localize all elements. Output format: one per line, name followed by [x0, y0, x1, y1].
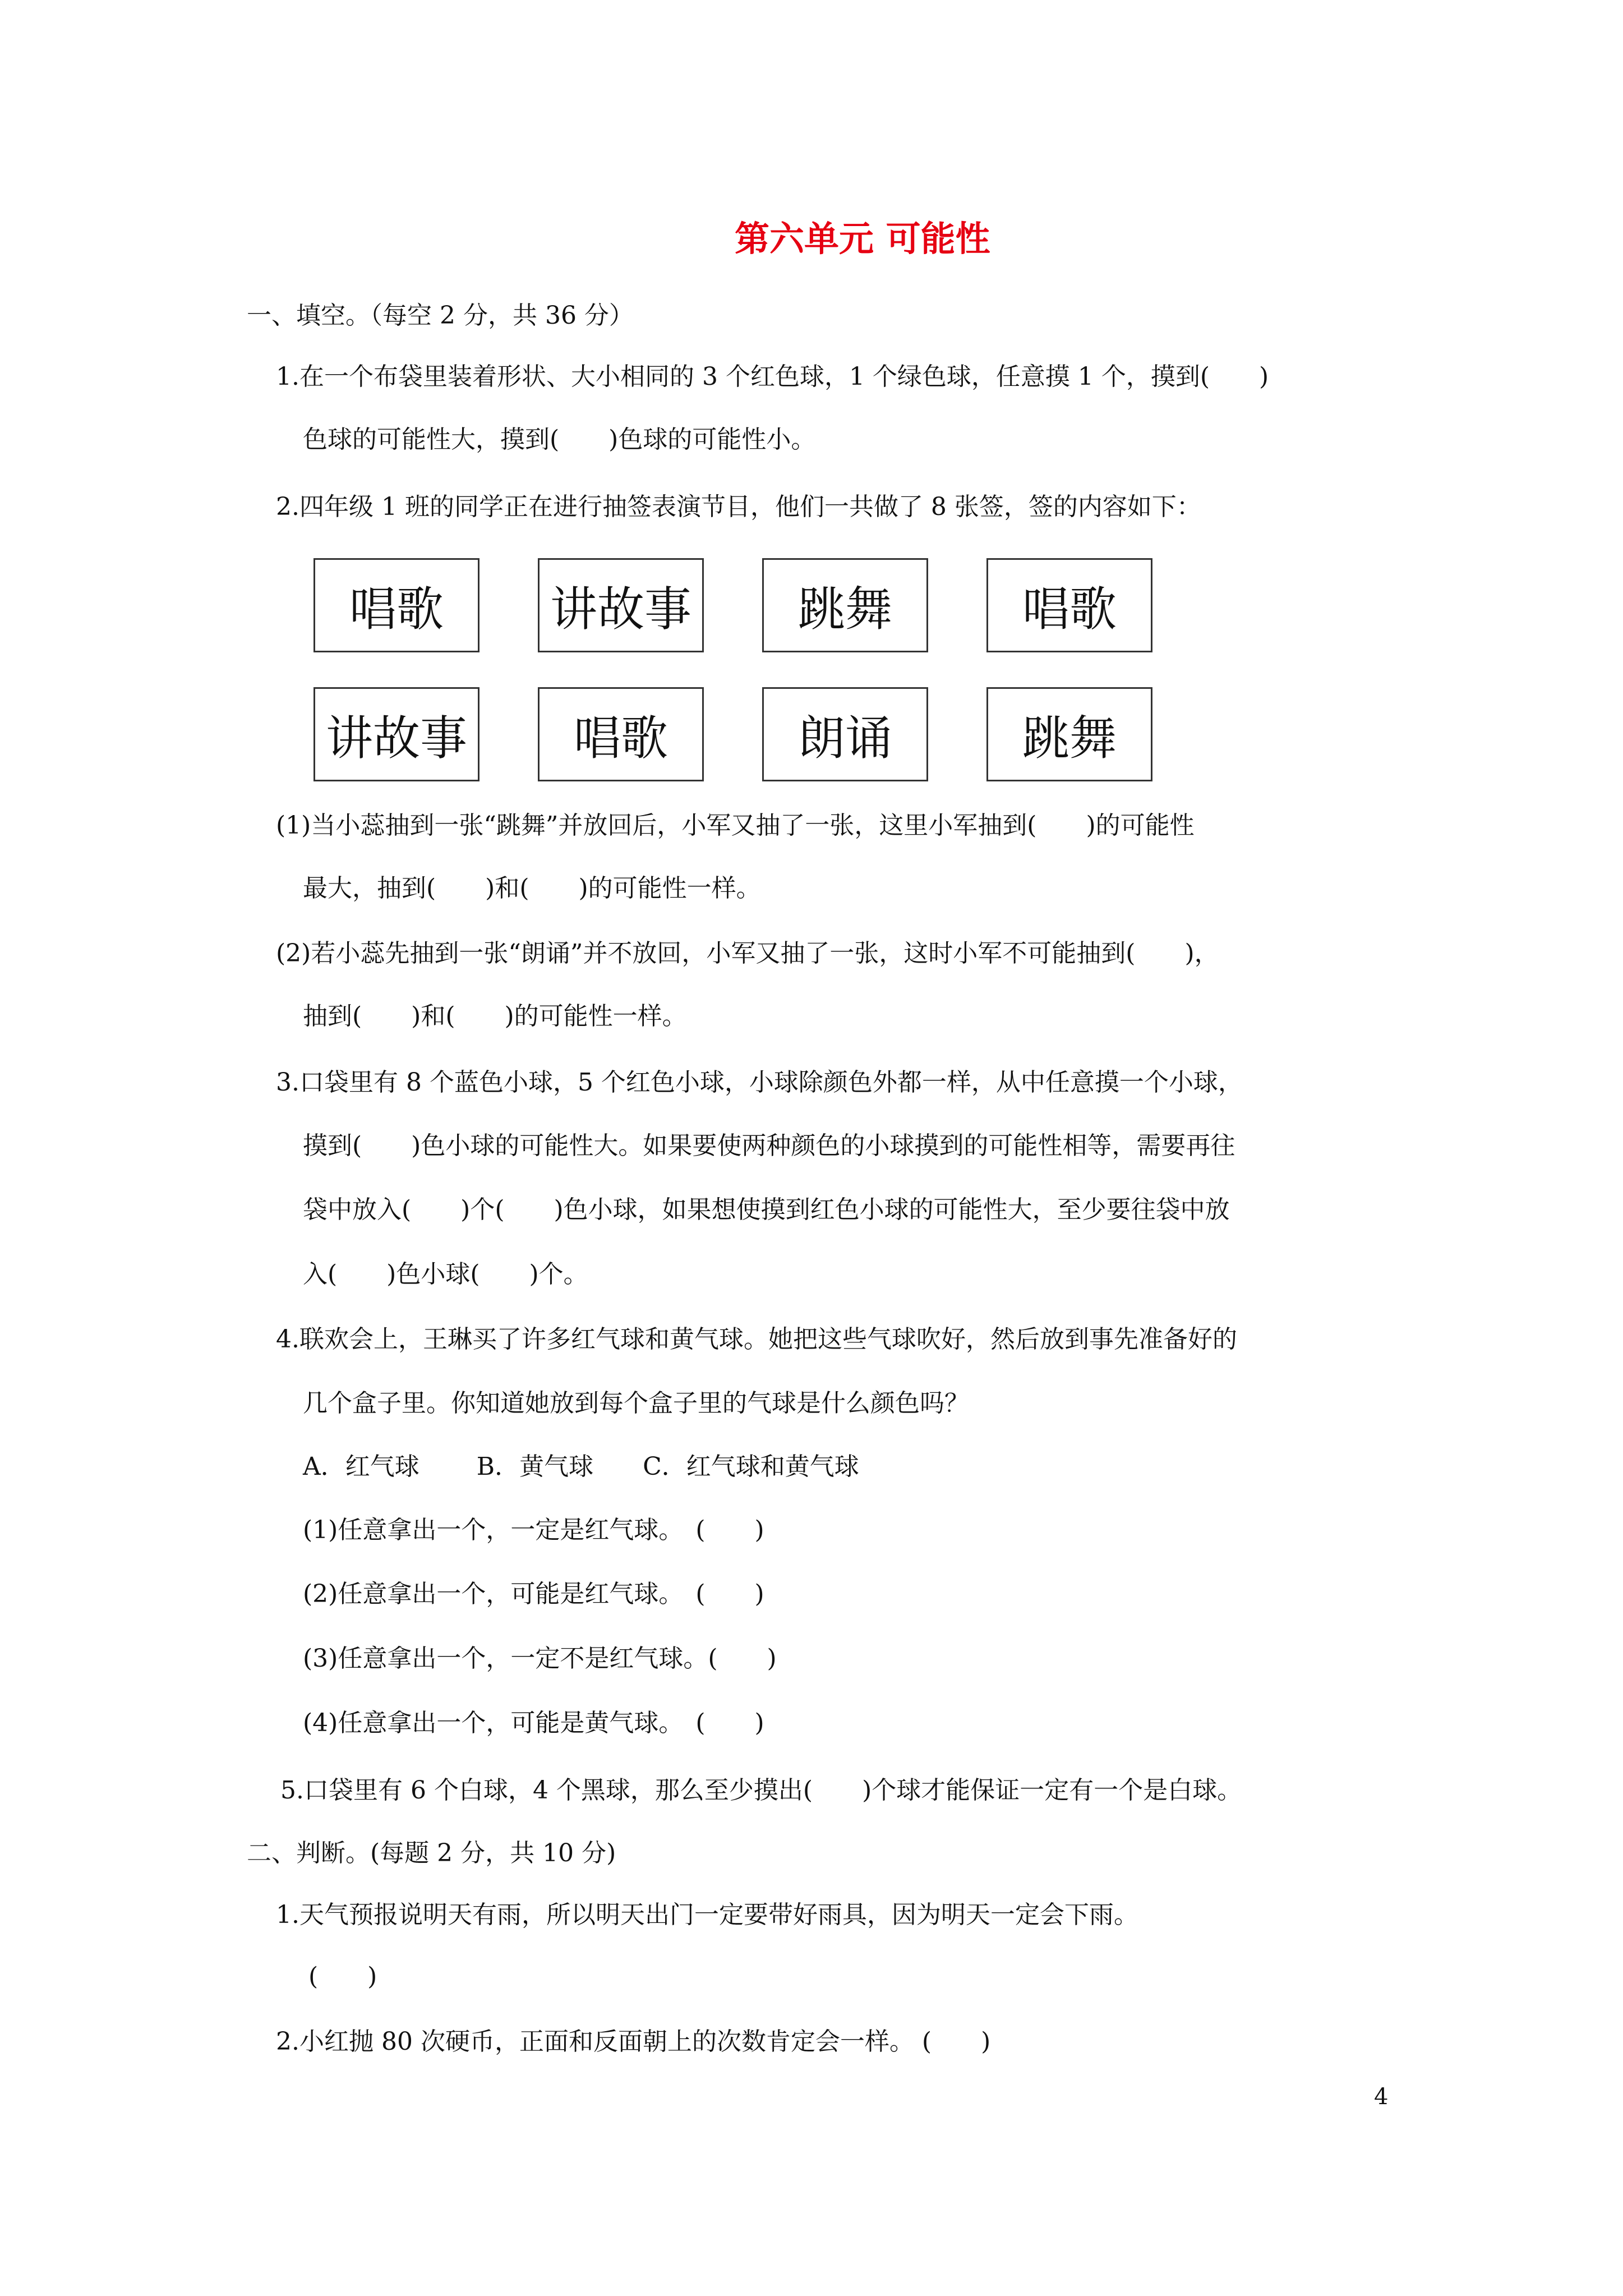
lot-card: 讲故事	[313, 687, 479, 781]
lot-card: 朗诵	[762, 687, 928, 781]
lot-card: 唱歌	[986, 558, 1152, 652]
q3-line-4: 入( )色小球( )个。	[303, 1260, 588, 1289]
q4-line-2: 几个盒子里。你知道她放到每个盒子里的气球是什么颜色吗？	[303, 1389, 969, 1418]
section-2-heading: 二、判断。(每题 2 分，共 10 分)	[247, 1839, 616, 1867]
lot-card: 唱歌	[538, 687, 704, 781]
q2-2-line-2: 抽到( )和( )的可能性一样。	[303, 1002, 687, 1030]
lot-card: 唱歌	[313, 558, 479, 652]
q2-1-line-2: 最大，抽到( )和( )的可能性一样。	[303, 874, 761, 903]
q1-line-2: 色球的可能性大，摸到( )色球的可能性小。	[303, 425, 816, 454]
page-number: 4	[1374, 2084, 1389, 2110]
page-title: 第六单元 可能性	[735, 218, 990, 259]
q4-item-2: (2)任意拿出一个，可能是红气球。 ( )	[303, 1580, 764, 1608]
section-1-heading: 一、填空。（每空 2 分，共 36 分）	[247, 301, 634, 330]
q1-line-1: 1.在一个布袋里装着形状、大小相同的 3 个红色球，1 个绿色球，任意摸 1 个，摸到( )	[276, 362, 1269, 391]
q4-item-3: (3)任意拿出一个，一定不是红气球。( )	[303, 1644, 777, 1673]
s2-q1-line-1: 1.天气预报说明天有雨，所以明天出门一定要带好雨具，因为明天一定会下雨。	[276, 1901, 1138, 1929]
lot-card: 跳舞	[762, 558, 928, 652]
q4-line-1: 4.联欢会上，王琳买了许多红气球和黄气球。她把这些气球吹好，然后放到事先准备好的	[276, 1325, 1237, 1354]
q3-line-2: 摸到( )色小球的可能性大。如果要使两种颜色的小球摸到的可能性相等，需要再往	[303, 1131, 1235, 1160]
q2-intro: 2.四年级 1 班的同学正在进行抽签表演节目，他们一共做了 8 张签，签的内容如下：	[276, 493, 1201, 521]
q4-item-4: (4)任意拿出一个，可能是黄气球。 ( )	[303, 1709, 764, 1737]
q4-options: A．红气球 B．黄气球 C．红气球和黄气球	[303, 1452, 859, 1481]
q5-line: 5.口袋里有 6 个白球，4 个黑球，那么至少摸出( )个球才能保证一定有一个是白球。	[280, 1776, 1242, 1805]
lot-card: 跳舞	[986, 687, 1152, 781]
q3-line-3: 袋中放入( )个( )色小球，如果想使摸到红色小球的可能性大，至少要往袋中放	[303, 1195, 1230, 1224]
q2-1-line-1: (1)当小蕊抽到一张“跳舞”并放回后，小军又抽了一张，这里小军抽到( )的可能性	[276, 811, 1195, 840]
q3-line-1: 3.口袋里有 8 个蓝色小球，5 个红色小球，小球除颜色外都一样，从中任意摸一个小球，	[276, 1068, 1243, 1097]
s2-q1-answer-blank: ( )	[308, 1962, 377, 1991]
lot-card: 讲故事	[538, 558, 704, 652]
q2-2-line-1: (2)若小蕊先抽到一张“朗诵”并不放回，小军又抽了一张，这时小军不可能抽到( )，	[276, 939, 1219, 968]
s2-q2-line: 2.小红抛 80 次硬币，正面和反面朝上的次数肯定会一样。 ( )	[276, 2027, 991, 2056]
q4-item-1: (1)任意拿出一个，一定是红气球。 ( )	[303, 1516, 764, 1544]
